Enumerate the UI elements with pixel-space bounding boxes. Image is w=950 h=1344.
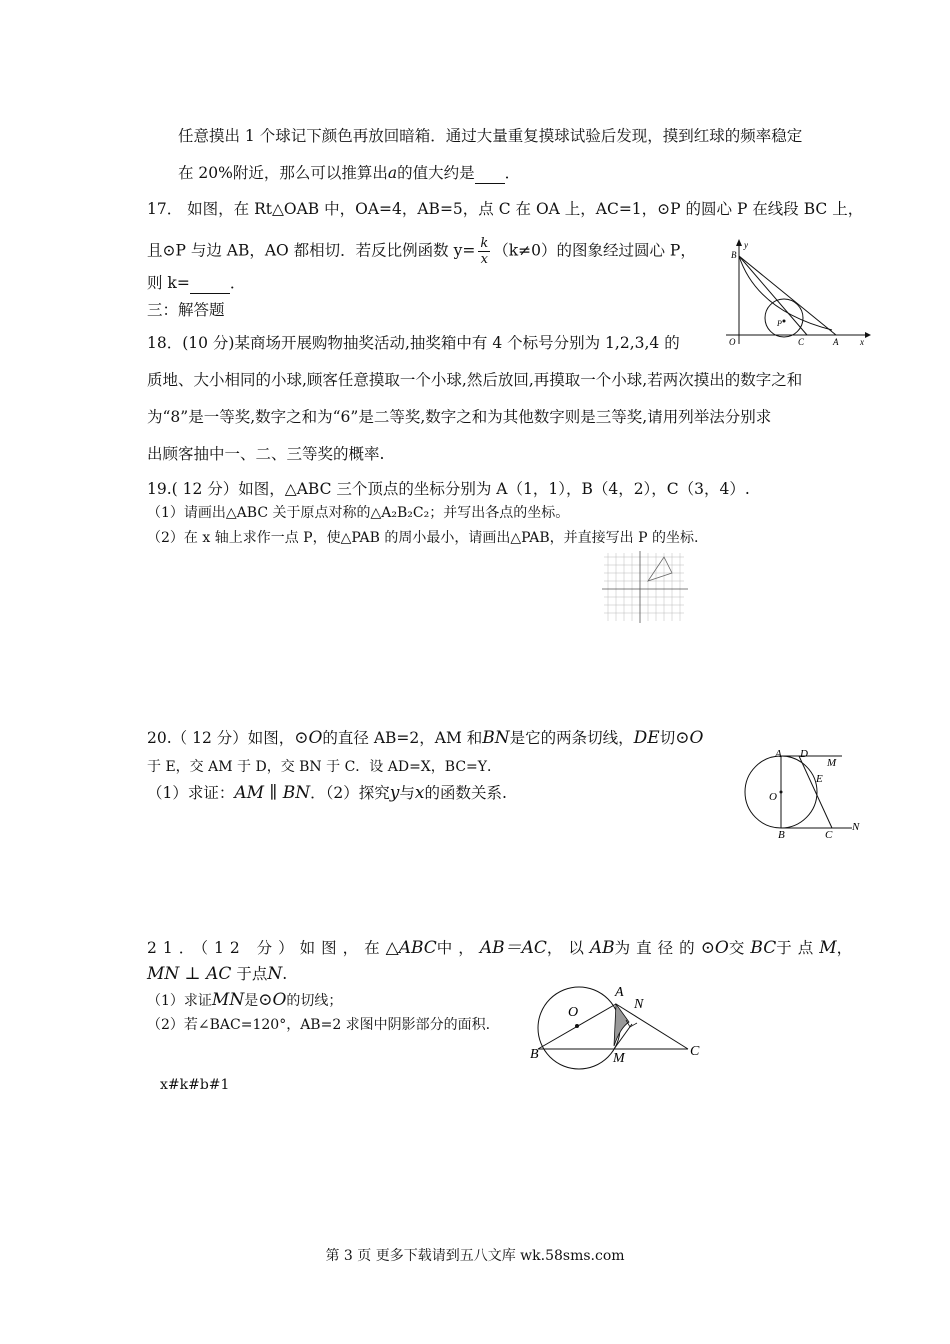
q20-de: DE <box>633 728 660 748</box>
q20-circle-o-2: ⊙O <box>675 728 704 748</box>
q20-label-m: M <box>827 757 837 769</box>
q21-line3 <box>147 990 342 1011</box>
q20-x: x <box>414 783 425 803</box>
q20-line1-text-c: 是它的两条切线， <box>509 729 634 747</box>
q18-line4: 出顾客抽中一、二、三等奖的概率. <box>147 445 385 463</box>
q21-bc: BC <box>750 938 777 958</box>
q19-line3: （2）在 x 轴上求作一点 P，使△PAB 的周小最小，请画出△PAB，并直接写出 P 的坐标. <box>147 530 699 546</box>
q21-n: N <box>267 964 283 984</box>
q20-bn: BN <box>482 728 510 748</box>
q21-ab: AB <box>589 938 615 958</box>
q20-parallel: AM ∥ BN <box>234 783 311 803</box>
q21-line1-text-e: 交 <box>728 939 751 957</box>
q21-line1-text-g: ， <box>836 939 853 957</box>
q21-line1-text: 21．（12 分）如图，在 <box>147 939 386 957</box>
q20-label-c: C <box>825 829 833 841</box>
q16-line1: 任意摸出 1 个球记下颜色再放回暗箱．通过大量重复摸球试验后发现，摸到红球的频率稳定 <box>178 127 803 145</box>
q17-label-c: C <box>798 337 805 347</box>
q21-line1-text-d: 为直径的 <box>614 939 701 957</box>
q18-line1: 18．(10 分)某商场开展购物抽奖活动,抽奖箱中有 4 个标号分别为 1,2,3,4 的 <box>147 334 680 352</box>
q21-label-m: M <box>613 1051 625 1066</box>
q21-label-o: O <box>568 1005 579 1020</box>
q17-line3-text: 则 k= <box>147 274 190 292</box>
q21-line1 <box>147 938 852 958</box>
q17-figure-svg <box>722 236 872 348</box>
q20-figure <box>742 744 867 842</box>
q17-label-b: B <box>731 250 737 260</box>
q16-line2-text: 在 20%附近，那么可以推算出 <box>178 164 388 182</box>
q17-frac-num: k <box>480 236 489 251</box>
q21-line1-text-c: ，以 <box>546 939 590 957</box>
q21-line3-text: （1）求证 <box>147 993 212 1009</box>
q17-line2-text-b: （k≠0）的图象经过圆心 P， <box>493 241 696 260</box>
q17-line3-end: ． <box>229 274 246 292</box>
q21-equality: AB＝AC <box>479 938 547 958</box>
q18-line2: 质地、大小相同的小球,顾客任意摸取一个小球,然后放回,再摸取一个小球,若两次摸出的数字之和 <box>147 371 803 389</box>
q19-line2: （1）请画出△ABC 关于原点对称的△A₂B₂C₂；并写出各点的坐标。 <box>147 505 570 521</box>
q17-frac-den: x <box>480 252 488 267</box>
q21-label-a: A <box>615 985 624 1000</box>
q21-circle-o: ⊙O <box>700 938 729 958</box>
q17-label-a: A <box>833 337 839 347</box>
q19-grid-figure <box>600 551 690 623</box>
q21-line3-text-c: 的切线； <box>286 993 343 1009</box>
q17-answer-blank <box>190 273 230 294</box>
q20-label-e: E <box>816 773 823 785</box>
q16-answer-blank <box>475 163 505 184</box>
q17-label-x: x <box>860 337 864 347</box>
q17-line2 <box>147 236 696 267</box>
q20-line3 <box>147 783 507 803</box>
q20-line2: 于 E，交 AM 于 D，交 BN 于 C．设 AD=X，BC=Y． <box>147 759 502 775</box>
q21-label-n: N <box>634 997 644 1012</box>
q21-m: M <box>819 938 837 958</box>
q17-fraction <box>478 236 490 267</box>
section-heading: 三：解答题 <box>147 301 225 319</box>
q21-figure <box>528 978 708 1070</box>
q16-var-a: a <box>387 164 398 182</box>
q21-label-c: C <box>690 1044 700 1059</box>
q20-circle-o: ⊙O <box>294 728 323 748</box>
q17-line2-text: 且⊙P 与边 AB，AO 都相切．若反比例函数 y= <box>147 241 476 260</box>
q20-line3-text: （1）求证： <box>147 784 235 802</box>
q20-label-d: D <box>800 748 808 760</box>
q16-line2 <box>178 163 520 184</box>
q21-circle-o-2: ⊙O <box>258 990 287 1010</box>
q20-line1-text-d: 切 <box>659 729 676 747</box>
watermark-text: x#k#b#1 <box>160 1077 230 1093</box>
q20-line1-text: 20.（ 12 分）如图， <box>147 729 295 747</box>
q20-label-b: B <box>778 829 785 841</box>
q20-y: y <box>389 783 400 803</box>
q20-line3-text-b: ．（2）探究 <box>310 784 390 802</box>
q21-figure-svg <box>528 978 708 1070</box>
q21-line4: （2）若∠BAC=120°，AB=2 求图中阴影部分的面积. <box>147 1017 491 1033</box>
q21-line2-end: . <box>282 965 288 983</box>
q19-line1: 19.( 12 分）如图，△ABC 三个顶点的坐标分别为 A（1，1），B（4，2），C（3，4）. <box>147 480 750 498</box>
q20-figure-svg <box>742 744 867 842</box>
q20-label-o: O <box>769 791 777 803</box>
q20-line1 <box>147 728 703 748</box>
q21-label-b: B <box>530 1047 539 1062</box>
q17-figure <box>722 236 872 348</box>
q21-triangle: △ABC <box>385 938 437 958</box>
q19-grid-svg <box>600 551 690 623</box>
q17-label-y: y <box>744 240 748 250</box>
q17-label-o: O <box>729 337 736 347</box>
q20-line3-text-d: 的函数关系. <box>424 784 507 802</box>
q21-line2 <box>147 964 287 984</box>
q21-line1-text-b: 中， <box>436 939 480 957</box>
q17-label-p: P <box>777 319 782 328</box>
q17-line3 <box>147 273 245 294</box>
q21-line3-text-b: 是 <box>244 993 259 1009</box>
q21-perp: MN ⊥ AC <box>147 964 232 984</box>
q16-line2-text-b: 的值大约是 <box>397 164 475 182</box>
q17-line1: 17． 如图，在 Rt△OAB 中，OA=4，AB=5，点 C 在 OA 上，AC=1，⊙P 的圆心 P 在线段 BC 上， <box>147 200 864 218</box>
q21-line1-text-f: 于点 <box>776 939 820 957</box>
q20-label-n: N <box>852 821 860 833</box>
q18-line3: 为“8”是一等奖,数字之和为“6”是二等奖,数字之和为其他数字则是三等奖,请用列举法分别求 <box>147 408 772 426</box>
page-footer: 第 3 页 更多下载请到五八文库 wk.58sms.com <box>325 1248 625 1264</box>
q16-line2-end: ． <box>504 164 521 182</box>
q20-line3-text-c: 与 <box>399 784 415 802</box>
q20-line1-text-b: 的直径 AB=2，AM 和 <box>322 729 483 747</box>
q21-mn: MN <box>211 990 245 1010</box>
q20-label-a: A <box>775 748 782 760</box>
q21-line2-text: 于点 <box>236 965 268 983</box>
